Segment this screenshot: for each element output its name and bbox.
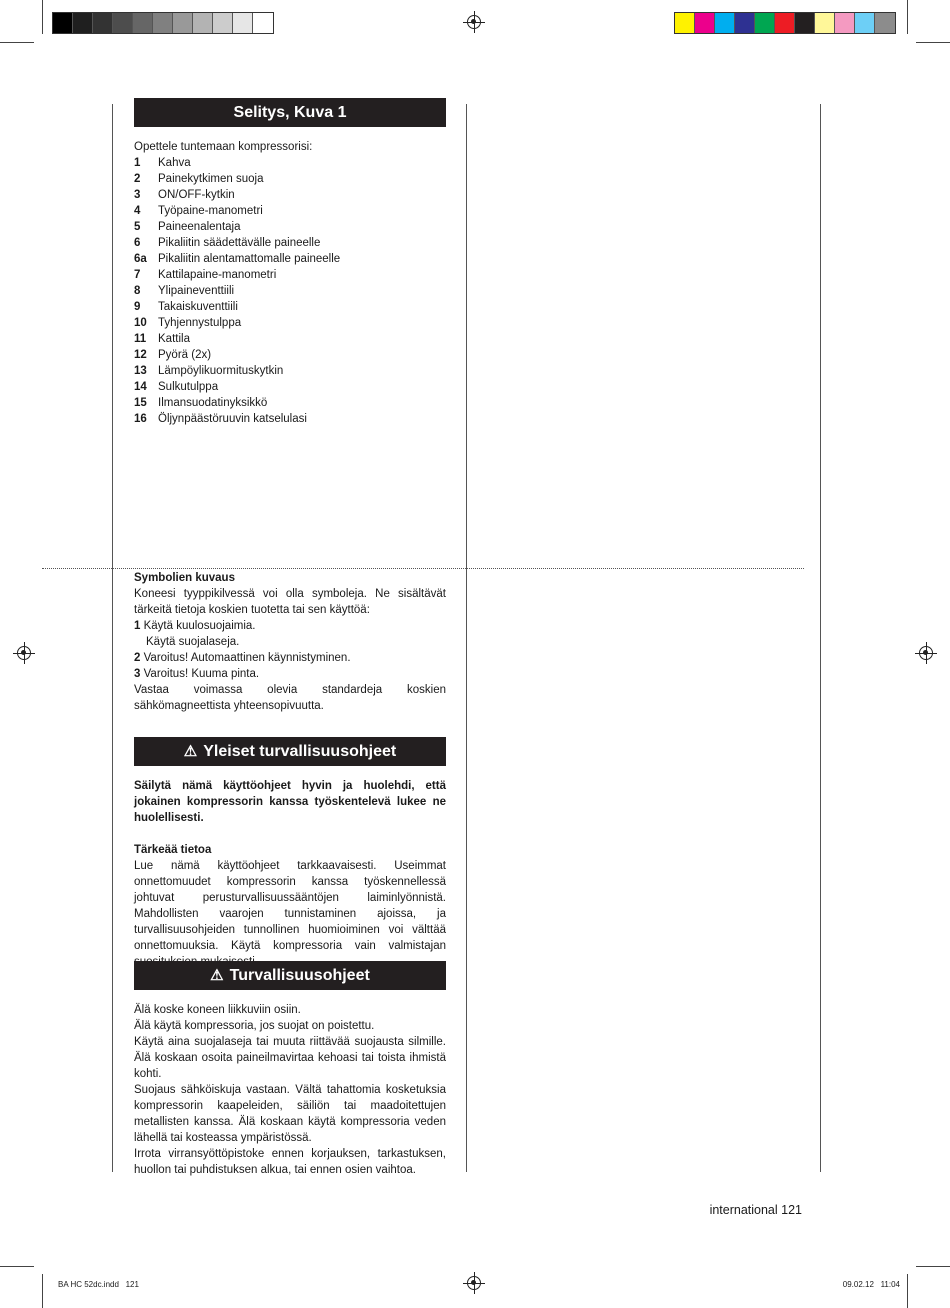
- legend-item-number: 2: [134, 173, 141, 185]
- color-swatch: [735, 13, 755, 33]
- legend-item: [134, 251, 446, 267]
- legend-item-number: 16: [134, 413, 147, 425]
- warning-triangle-icon: ⚠: [183, 742, 198, 760]
- column-rule: [820, 104, 821, 1172]
- legend-item-label: Kattilapaine-manometri: [158, 269, 277, 281]
- symbol-text: Käytä kuulosuojaimia.: [143, 620, 256, 632]
- legend-item-number: 10: [134, 317, 147, 329]
- section-divider: [42, 568, 804, 569]
- safety-title: [134, 961, 446, 990]
- safety-line: Älä käytä kompressoria, jos suojat on poistettu.: [134, 1020, 375, 1032]
- legend-item-number: 14: [134, 381, 147, 393]
- legend-item-number: 8: [134, 285, 141, 297]
- legend-item-number: 9: [134, 301, 141, 313]
- color-swatch: [133, 13, 153, 33]
- crop-mark: [916, 42, 950, 43]
- color-swatch: [93, 13, 113, 33]
- page-number: international 121: [709, 1203, 802, 1217]
- legend-item-number: 6: [134, 237, 141, 249]
- legend-item-label: Ilmansuodatinyksikkö: [158, 397, 268, 409]
- column-rule: [112, 104, 113, 1172]
- symbol-item-1: [134, 618, 446, 634]
- legend-item: [134, 315, 446, 331]
- crop-mark: [42, 1274, 43, 1308]
- registration-mark-icon: [919, 646, 933, 660]
- legend-item: [134, 347, 446, 363]
- safety-line: Suojaus sähköiskuja vastaan. Vältä tahattomia kosketuksia kompressorin kaapeleiden, säiliön tai maadoitettujen metallisten kanssa. Älä koskaan käytä kompressoria veden lähellä tai kosteassa ympäristössä.: [134, 1084, 446, 1144]
- legend-item: [134, 187, 446, 203]
- symbol-text: Varoitus! Kuuma pinta.: [143, 668, 260, 680]
- legend-item: [134, 363, 446, 379]
- symbols-intro: Koneesi tyyppikilvessä voi olla symboleja. Ne sisältävät tärkeitä tietoja koskien tuotetta tai sen käyttöä:: [134, 588, 446, 616]
- safety-line: Irrota virransyöttöpistoke ennen korjauksen, tarkastuksen, huollon tai puhdistuksen alkua, tai ennen osien vaihtoa.: [134, 1148, 446, 1176]
- legend-list: [134, 155, 446, 427]
- crop-mark: [0, 42, 34, 43]
- legend-item: [134, 171, 446, 187]
- legend-item-label: Työpaine-manometri: [158, 205, 263, 217]
- color-swatch: [73, 13, 93, 33]
- legend-item: [134, 379, 446, 395]
- legend-item-label: Sulkutulppa: [158, 381, 219, 393]
- legend-title-text: Selitys, Kuva 1: [233, 103, 347, 121]
- color-swatch: [113, 13, 133, 33]
- legend-item-label: ON/OFF-kytkin: [158, 189, 235, 201]
- legend-item: [134, 267, 446, 283]
- color-swatch: [875, 13, 895, 33]
- color-swatch: [53, 13, 73, 33]
- legend-item: [134, 219, 446, 235]
- legend-item: [134, 155, 446, 171]
- file-slug: BA HC 52dc.indd 121: [58, 1280, 139, 1289]
- safety-line: Käytä aina suojalaseja tai muuta riittävää suojausta silmille. Älä koskaan osoita paineilmavirtaa kehoasi tai toista ihmistä kohti.: [134, 1036, 446, 1080]
- general-safety-section: [134, 737, 446, 970]
- legend-intro: Opettele tuntemaan kompressorisi:: [134, 141, 313, 153]
- legend-item: [134, 299, 446, 315]
- color-swatch: [153, 13, 173, 33]
- symbol-item-1b: Käytä suojalaseja.: [146, 636, 240, 648]
- registration-mark-icon: [17, 646, 31, 660]
- color-swatch: [173, 13, 193, 33]
- legend-item-label: Lämpöylikuormituskytkin: [158, 365, 284, 377]
- color-swatch: [835, 13, 855, 33]
- legend-item-label: Ylipaineventtiili: [158, 285, 235, 297]
- date-slug: 09.02.12 11:04: [842, 1280, 900, 1289]
- safety-title-text: Turvallisuusohjeet: [229, 966, 370, 984]
- warning-triangle-icon: ⚠: [210, 966, 224, 984]
- legend-item-label: Painekytkimen suoja: [158, 173, 264, 185]
- color-swatch: [815, 13, 835, 33]
- legend-title: [134, 98, 446, 127]
- legend-item-number: 13: [134, 365, 147, 377]
- legend-item-label: Öljynpäästöruuvin katselulasi: [158, 413, 307, 425]
- legend-item-number: 1: [134, 157, 141, 169]
- symbol-num: 3: [134, 668, 141, 680]
- color-swatch: [253, 13, 273, 33]
- legend-item-number: 4: [134, 205, 141, 217]
- symbols-outro: Vastaa voimassa olevia standardeja koskien sähkömagneettista yhteensopivuutta.: [134, 684, 446, 712]
- registration-mark-icon: [467, 15, 481, 29]
- general-safety-title: [134, 737, 446, 766]
- legend-item-label: Kattila: [158, 333, 190, 345]
- safety-section: [134, 961, 446, 1178]
- legend-item-number: 6a: [134, 253, 147, 265]
- symbol-text: Varoitus! Automaattinen käynnistyminen.: [143, 652, 351, 664]
- color-swatch: [675, 13, 695, 33]
- symbol-item-3: [134, 666, 446, 682]
- color-swatch: [855, 13, 875, 33]
- color-swatch: [233, 13, 253, 33]
- symbols-section: [134, 570, 446, 714]
- color-swatch: [795, 13, 815, 33]
- important-heading: Tärkeää tietoa: [134, 844, 212, 856]
- legend-item-label: Pyörä (2x): [158, 349, 212, 361]
- important-text: Lue nämä käyttöohjeet tarkkaavaisesti. Useimmat onnettomuudet kompressorin kanssa työskennellessä johtuvat perusturvallisuussääntöjen laiminlyönnistä. Mahdollisten vaarojen tunnistaminen ajoissa, ja turvallisuusohjeiden tunnollinen huomioiminen voi välttää onnettomuuksia. Käytä kompressoria vain valmistajan: [134, 860, 446, 952]
- registration-mark-icon: [467, 1276, 481, 1290]
- legend-item-number: 5: [134, 221, 141, 233]
- legend-item: [134, 203, 446, 219]
- cmyk-color-bar: [674, 12, 896, 34]
- safety-line: Älä koske koneen liikkuviin osiin.: [134, 1004, 301, 1016]
- color-swatch: [755, 13, 775, 33]
- color-swatch: [193, 13, 213, 33]
- legend-item-label: Pikaliitin alentamattomalle paineelle: [158, 253, 341, 265]
- legend-section: [134, 98, 446, 427]
- legend-item-label: Pikaliitin säädettävälle paineelle: [158, 237, 321, 249]
- color-swatch: [715, 13, 735, 33]
- legend-item-number: 11: [134, 333, 147, 345]
- legend-item: [134, 235, 446, 251]
- legend-item: [134, 395, 446, 411]
- legend-item-label: Paineenalentaja: [158, 221, 241, 233]
- legend-item-label: Tyhjennystulppa: [158, 317, 242, 329]
- crop-mark: [907, 1274, 908, 1308]
- general-safety-intro: Säilytä nämä käyttöohjeet hyvin ja huolehdi, että jokainen kompressorin kanssa työskentelevä lukee ne huolellisesti.: [134, 780, 446, 824]
- column-rule: [466, 104, 467, 1172]
- legend-item-number: 7: [134, 269, 141, 281]
- crop-mark: [0, 1266, 34, 1267]
- legend-item-label: Kahva: [158, 157, 191, 169]
- color-swatch: [213, 13, 233, 33]
- crop-mark: [907, 0, 908, 34]
- crop-mark: [916, 1266, 950, 1267]
- legend-item: [134, 331, 446, 347]
- color-swatch: [695, 13, 715, 33]
- general-safety-title-text: Yleiset turvallisuusohjeet: [203, 742, 397, 760]
- legend-item-number: 12: [134, 349, 147, 361]
- legend-item-number: 15: [134, 397, 147, 409]
- legend-item-number: 3: [134, 189, 141, 201]
- legend-item: [134, 283, 446, 299]
- legend-item: [134, 411, 446, 427]
- symbol-item-2: [134, 650, 446, 666]
- symbol-num: 2: [134, 652, 141, 664]
- legend-item-label: Takaiskuventtiili: [158, 301, 238, 313]
- crop-mark: [42, 0, 43, 34]
- gray-color-bar: [52, 12, 274, 34]
- color-swatch: [775, 13, 795, 33]
- symbol-num: 1: [134, 620, 141, 632]
- symbols-heading: Symbolien kuvaus: [134, 572, 235, 584]
